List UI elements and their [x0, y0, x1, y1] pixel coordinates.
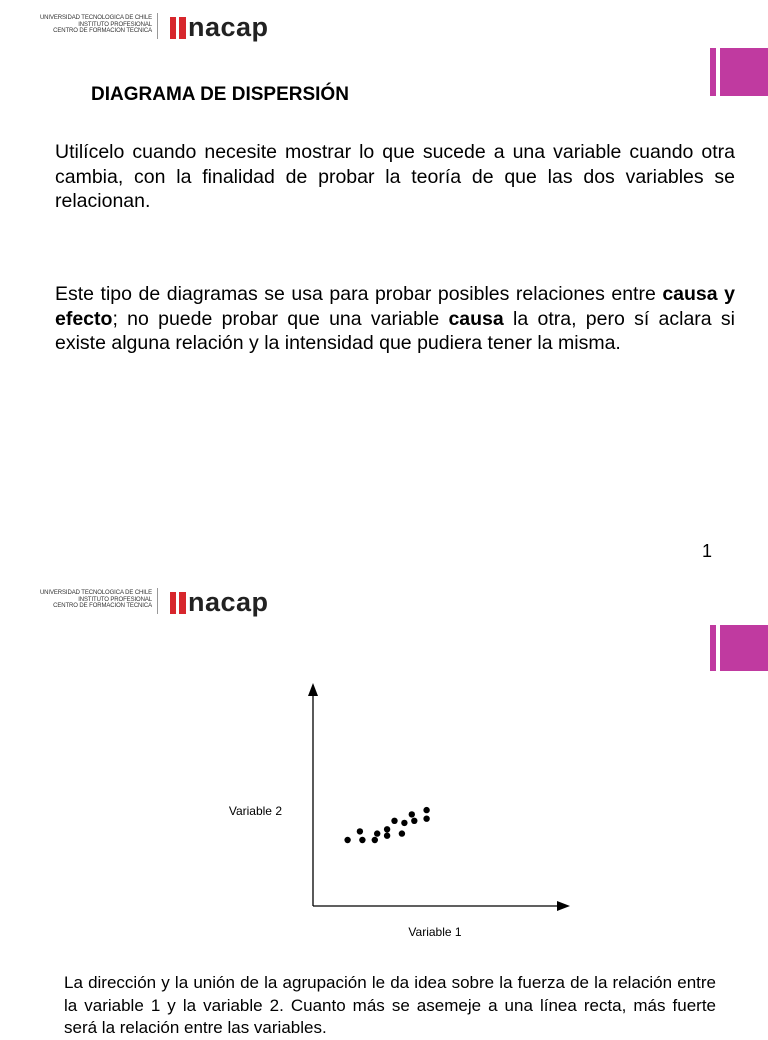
- corner-decoration: [710, 48, 768, 96]
- scatter-point-13: [423, 807, 429, 813]
- scatter-point-9: [401, 820, 407, 826]
- scatter-point-8: [399, 830, 405, 836]
- scatter-point-4: [374, 830, 380, 836]
- scatter-point-6: [384, 826, 390, 832]
- caption-text: La dirección y la unión de la agrupación le da idea sobre la fuerza de la relación entre la variable 1 y la variable 2. Cuanto más se asemeje a una línea recta, más fuerte será la relación entre las variables.: [64, 973, 716, 1037]
- scatter-point-10: [409, 811, 415, 817]
- paragraph-2: Este tipo de diagramas se usa para probar posibles relaciones entre causa y efecto; no puede probar que una variable causa la otra, pero sí aclara si existe alguna relación y la intensidad que pudiera tener la misma.: [55, 283, 736, 354]
- logo-divider: [157, 13, 158, 39]
- scatter-point-11: [411, 818, 417, 824]
- slide-title: DIAGRAMA DE DISPERSIÓN: [91, 84, 349, 105]
- x-axis-label: Variable 1: [408, 925, 462, 939]
- scatter-point-7: [391, 818, 397, 824]
- slide-2: [0, 575, 768, 1037]
- scatter-point-5: [384, 833, 390, 839]
- y-axis-label: Variable 2: [228, 804, 282, 818]
- paragraph-1: Utilícelo cuando necesite mostrar lo que sucede a una variable cuando otra cambia, con la finalidad de probar la teoría de que las dos variables se relacionan.: [55, 141, 735, 212]
- scatter-chart: [0, 575, 768, 955]
- inacap-logo: nacap: [170, 589, 269, 616]
- scatter-points: [344, 807, 429, 843]
- scatter-point-3: [372, 837, 378, 843]
- scatter-point-12: [423, 816, 429, 822]
- x-axis-arrow: [557, 901, 570, 911]
- university-text: UNIVERSIDAD TECNOLOGICA DE CHILE INSTITUTO PROFESIONAL CENTRO DE FORMACION TECNICA: [39, 590, 152, 609]
- inacap-logo: nacap: [170, 14, 269, 41]
- y-axis-arrow: [308, 683, 318, 696]
- university-text: UNIVERSIDAD TECNOLOGICA DE CHILE INSTITUTO PROFESIONAL CENTRO DE FORMACION TECNICA: [39, 15, 152, 34]
- scatter-point-1: [357, 828, 363, 834]
- scatter-point-2: [359, 837, 365, 843]
- inacap-logo-mark: [170, 17, 186, 39]
- scatter-point-0: [344, 837, 350, 843]
- page-number: 1: [701, 541, 712, 561]
